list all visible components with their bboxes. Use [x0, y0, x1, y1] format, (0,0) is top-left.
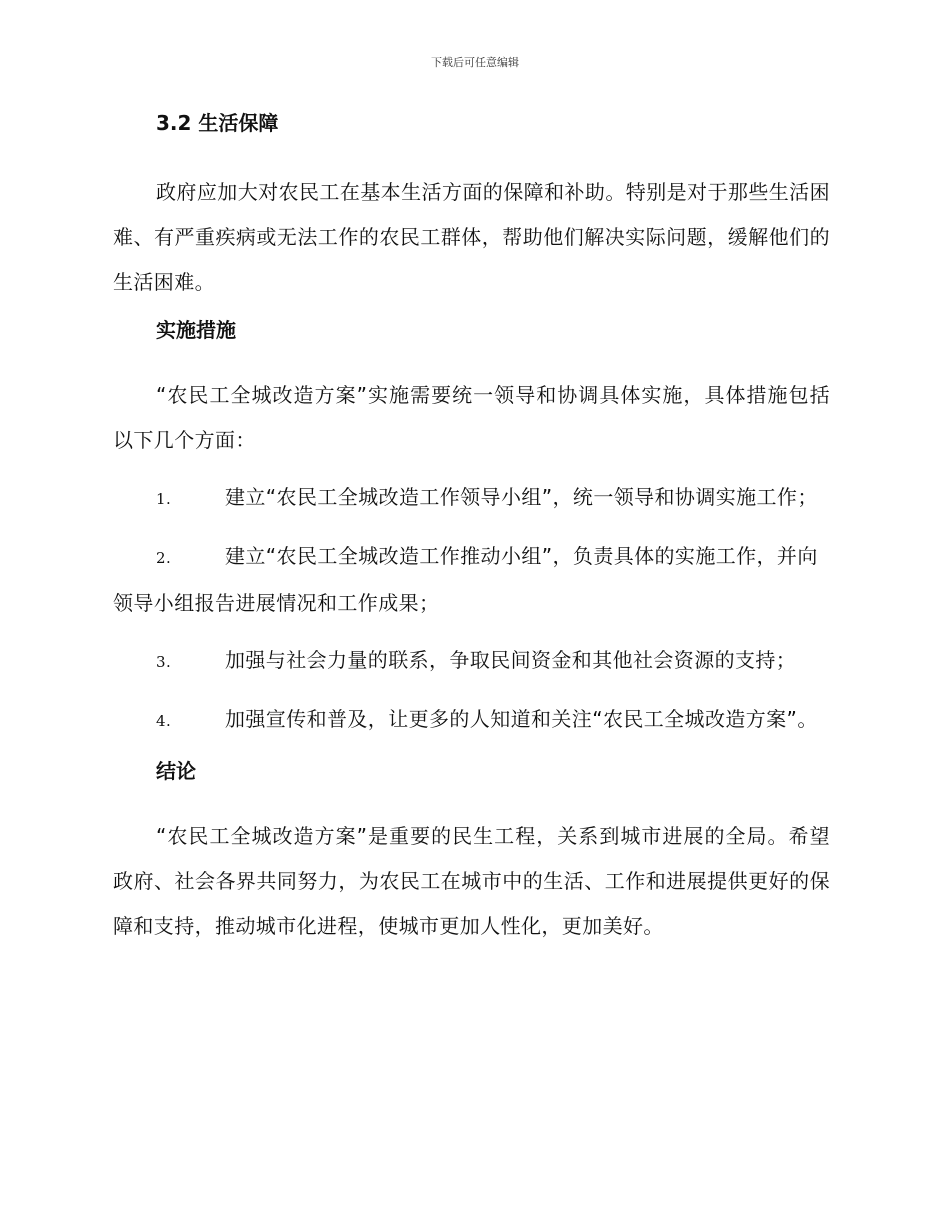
conclusion-heading: 结论 [156, 759, 196, 783]
measure-number: 4. [156, 712, 172, 730]
measure-text: 加强宣传和普及，让更多的人知道和关注“农民工全城改造方案”。 [225, 707, 818, 731]
measure-number: 1. [156, 490, 172, 508]
measure-text: 建立“农民工全城改造工作领导小组”，统一领导和协调实施工作； [225, 485, 818, 509]
measure-item-1 [113, 475, 830, 522]
measure-item-2 [113, 534, 830, 626]
conclusion-paragraph: “农民工全城改造方案”是重要的民生工程，关系到城市进展的全局。希望政府、社会各界共同努力，为农民工在城市中的生活、工作和进展提供更好的保障和支持，推动城市化进程，使城市更加人性化，更加美好。 [113, 824, 830, 938]
measure-number: 2. [156, 549, 172, 567]
measure-item-4 [113, 697, 830, 744]
measure-text: 建立“农民工全城改造工作推动小组”，负责具体的实施工作，并向领导小组报告进展情况和工作成果； [113, 544, 818, 615]
implementation-intro: “农民工全城改造方案”实施需要统一领导和协调具体实施，具体措施包括以下几个方面： [113, 383, 830, 452]
measure-item-3 [113, 638, 830, 685]
section-heading: 3.2 生活保障 [156, 111, 279, 135]
measure-text: 加强与社会力量的联系，争取民间资金和其他社会资源的支持； [225, 648, 797, 672]
document-content [113, 108, 830, 949]
measure-number: 3. [156, 653, 172, 671]
section-paragraph: 政府应加大对农民工在基本生活方面的保障和补助。特别是对于那些生活困难、有严重疾病或无法工作的农民工群体，帮助他们解决实际问题，缓解他们的生活困难。 [113, 180, 830, 294]
implementation-heading: 实施措施 [156, 318, 236, 342]
header-note: 下载后可任意编辑 [431, 56, 519, 69]
